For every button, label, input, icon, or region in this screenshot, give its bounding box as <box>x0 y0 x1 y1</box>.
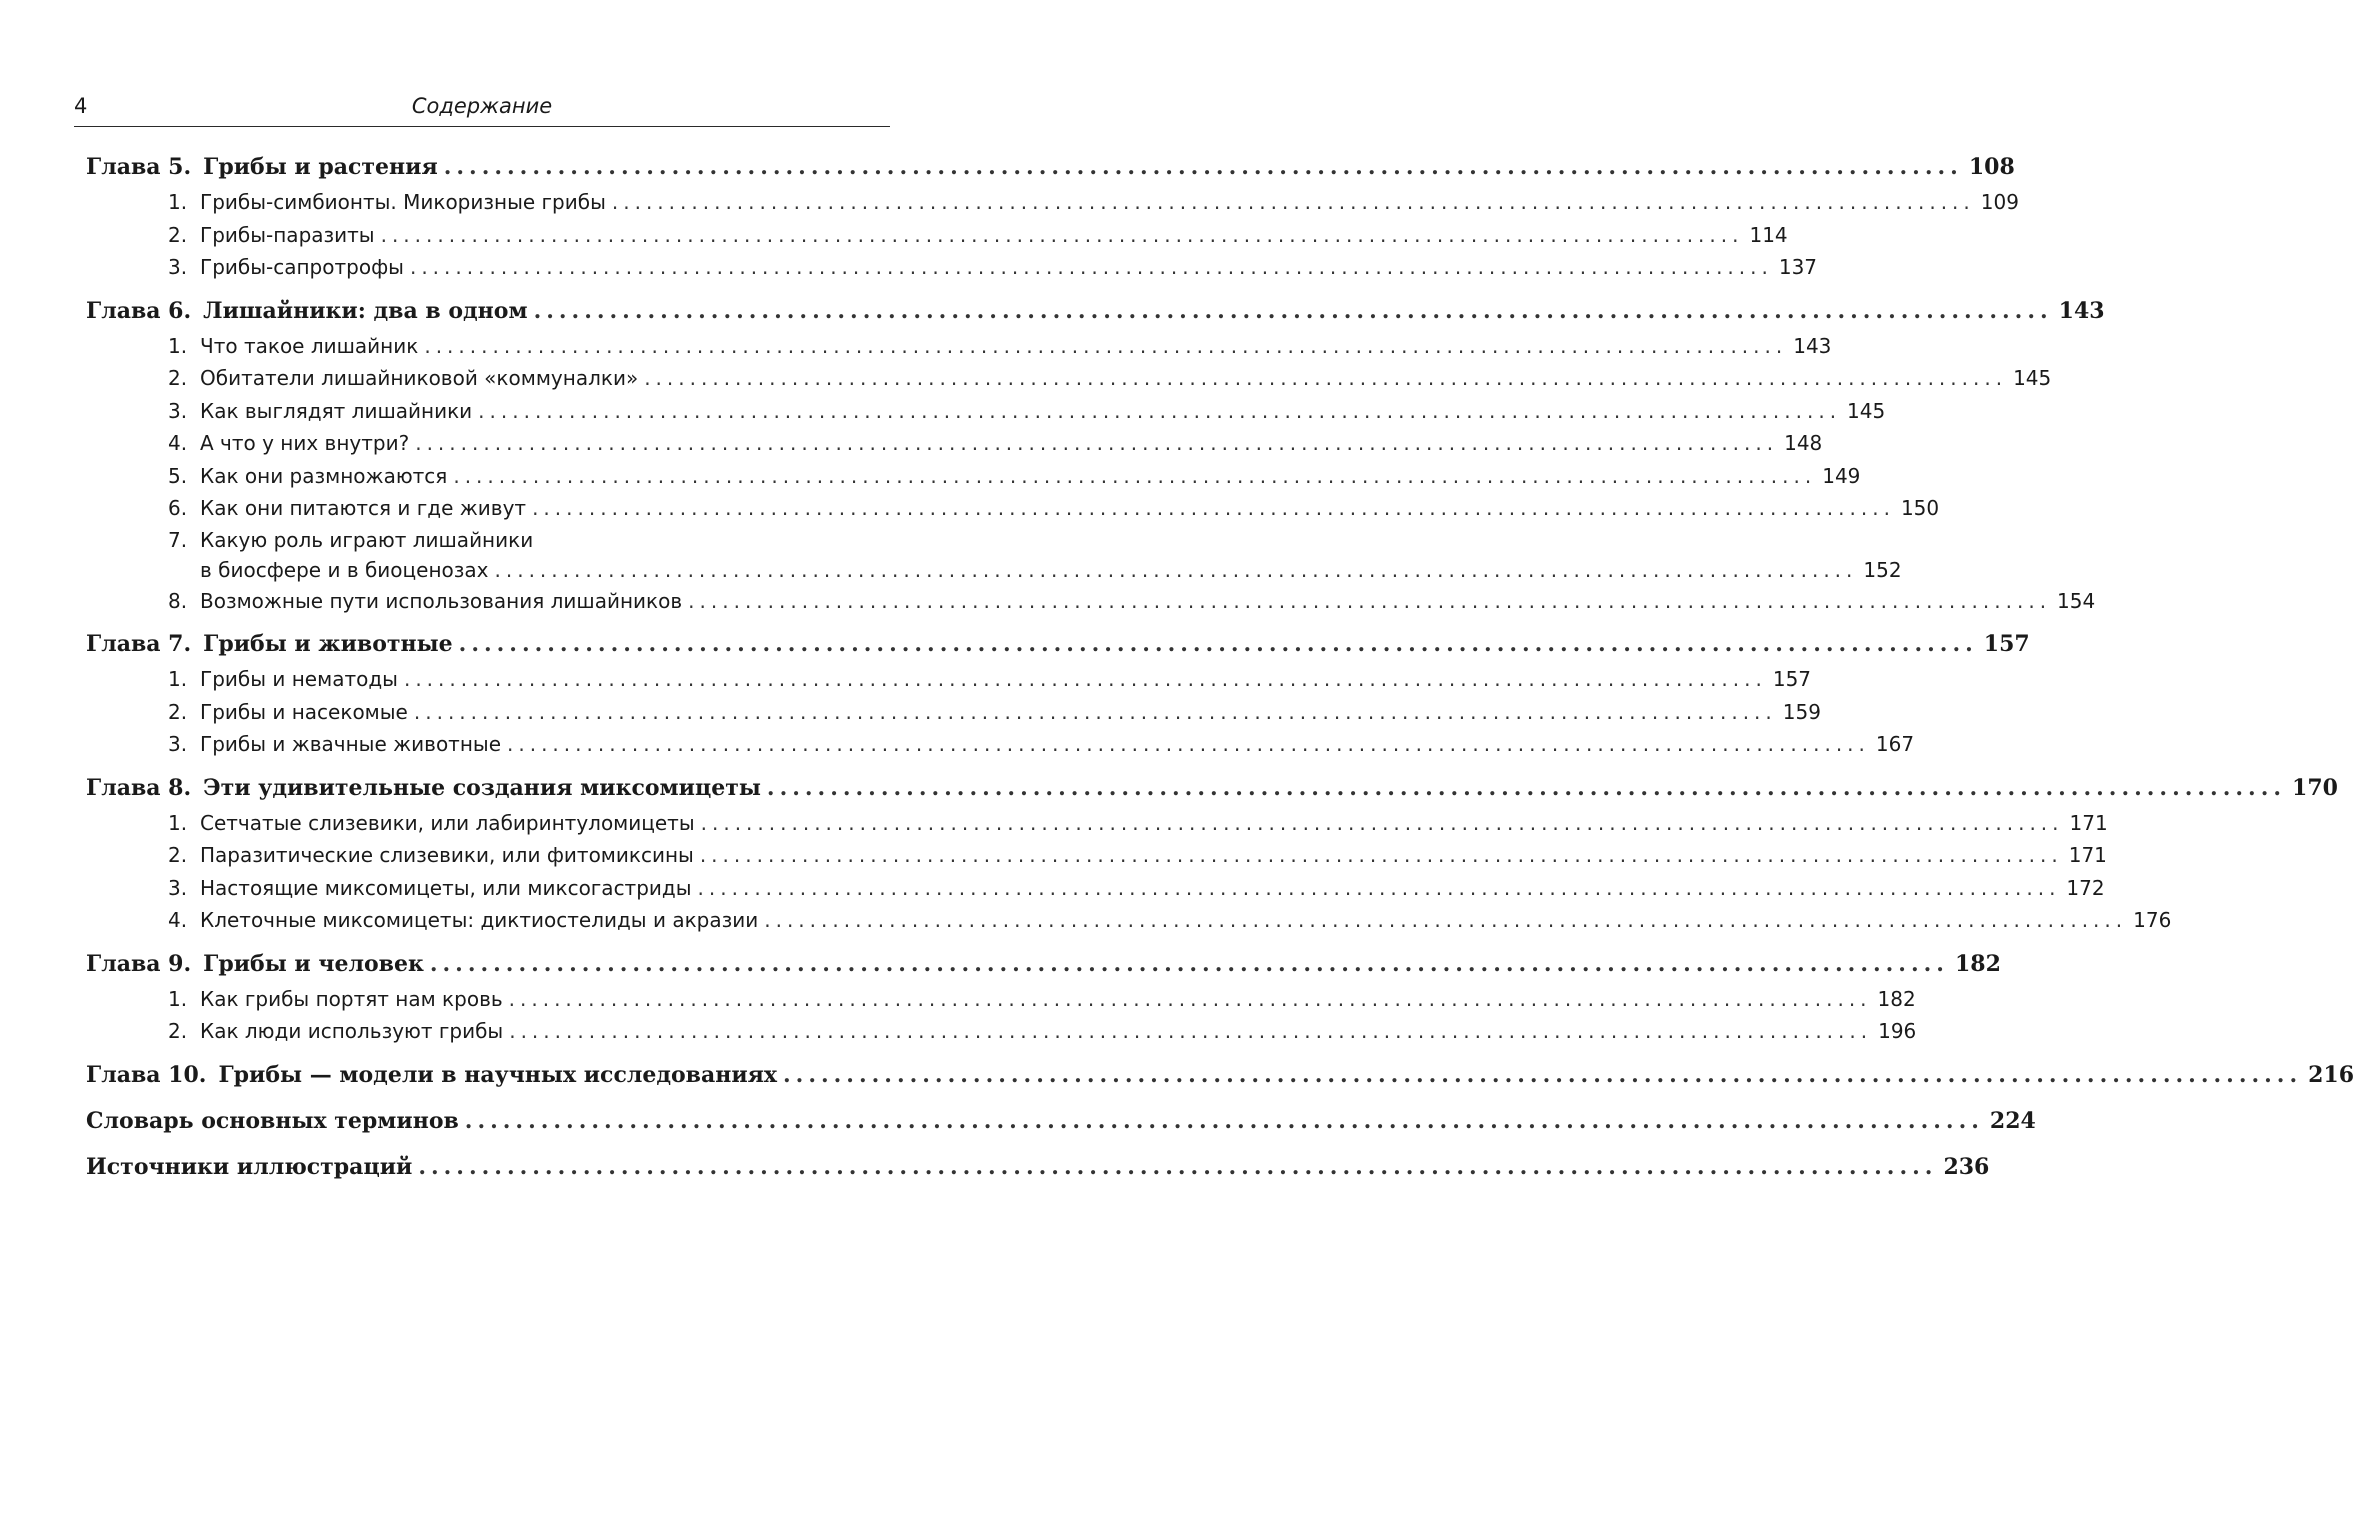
page-ref: 182 <box>1954 950 2001 977</box>
page-ref: 170 <box>2292 774 2338 801</box>
dot-leader: ........................................................................................................................ <box>429 950 1949 977</box>
section-number: 6. <box>168 496 188 520</box>
toc-illustrations[interactable] <box>86 1148 1990 1186</box>
section-number: 3. <box>168 875 188 900</box>
page-ref: 148 <box>1784 431 1823 455</box>
section-title: Как они размножаются <box>200 463 448 488</box>
section-title-line1: Какую роль играют лишайники <box>200 527 534 552</box>
dot-leader: ........................................................................................................................ <box>644 366 2008 390</box>
dot-leader: ........................................................................................................................ <box>380 222 1744 247</box>
page-ref: 171 <box>2068 843 2107 867</box>
section-number: 3. <box>168 732 188 756</box>
toc-section[interactable] <box>86 585 2096 618</box>
section-number: 2. <box>168 222 188 247</box>
section-number: 1. <box>168 810 188 835</box>
page-ref: 114 <box>1749 222 1788 247</box>
section-title-line2: в биосфере и в биоценозах <box>200 557 489 582</box>
dot-leader: ........................................................................................................................ <box>699 843 2063 867</box>
page-header <box>74 92 890 127</box>
section-title: Как они питаются и где живут <box>200 496 527 520</box>
dot-leader: ........................................................................................................................ <box>418 1153 1938 1180</box>
chapter-title: Эти удивительные создания миксомицеты <box>203 774 761 801</box>
dot-leader: ........................................................................................................................ <box>453 463 1817 488</box>
section-number: 2. <box>168 843 188 867</box>
page-ref: 159 <box>1782 699 1821 724</box>
page-ref: 154 <box>2057 588 2096 613</box>
table-of-contents <box>86 148 2354 1186</box>
toc-section[interactable] <box>86 362 2052 395</box>
section-title: Клеточные миксомицеты: диктиостелиды и акразии <box>200 908 759 932</box>
toc-section[interactable] <box>86 186 2019 219</box>
chapter-title: Словарь основных терминов <box>86 1107 459 1134</box>
section-number: 8. <box>168 588 188 613</box>
chapter-title: Грибы и человек <box>203 950 424 977</box>
running-title: Содержание <box>411 94 553 118</box>
dot-leader: ........................................................................................................................ <box>766 774 2287 801</box>
dot-leader: ........................................................................................................................ <box>507 732 1870 756</box>
section-number: 1. <box>168 190 188 214</box>
toc-section[interactable] <box>86 492 1940 525</box>
dot-leader: ........................................................................................................................ <box>415 431 1779 455</box>
section-title: Что такое лишайник <box>200 333 419 358</box>
toc-section[interactable] <box>86 872 2105 905</box>
page-ref: 182 <box>1877 986 1916 1011</box>
chapter-number: Глава 7. <box>86 631 192 657</box>
page-ref: 152 <box>1863 557 1902 582</box>
section-title: Паразитические слизевики, или фитомиксины <box>200 843 694 867</box>
section-number: 2. <box>168 1019 188 1043</box>
toc-glossary[interactable] <box>86 1102 2036 1140</box>
dot-leader: ........................................................................................................................ <box>764 908 2128 932</box>
toc-section[interactable] <box>86 460 1861 493</box>
page-ref: 172 <box>2066 875 2105 900</box>
dot-leader: ........................................................................................................................ <box>403 667 1767 691</box>
toc-chapter-10[interactable] <box>86 1056 2354 1094</box>
section-title: Грибы и насекомые <box>200 699 408 724</box>
toc-chapter-5[interactable] <box>86 148 2015 186</box>
page-ref: 145 <box>2013 366 2052 390</box>
dot-leader: ........................................................................................................................ <box>611 190 1975 214</box>
dot-leader: ........................................................................................................................ <box>458 631 1978 657</box>
section-title: Грибы и нематоды <box>200 667 398 691</box>
section-title: Возможные пути использования лишайников <box>200 588 683 613</box>
page-ref: 108 <box>1968 154 2015 180</box>
dot-leader: ........................................................................................................................ <box>424 333 1788 358</box>
page-ref: 196 <box>1878 1019 1917 1043</box>
chapter-number: Глава 10. <box>86 1061 207 1088</box>
chapter-number: Глава 6. <box>86 297 192 324</box>
toc-chapter-8[interactable] <box>86 769 2338 807</box>
section-number: 3. <box>168 398 188 423</box>
section-title: Грибы и жвачные животные <box>200 732 501 756</box>
page-number: 4 <box>74 94 88 118</box>
page-ref: 216 <box>2308 1061 2354 1088</box>
chapter-title: Грибы и животные <box>203 631 453 657</box>
page-ref: 143 <box>1793 333 1832 358</box>
section-title: Сетчатые слизевики, или лабиринтуломицеты <box>200 810 695 835</box>
page-ref: 176 <box>2133 908 2172 932</box>
dot-leader: ........................................................................................................................ <box>508 986 1872 1011</box>
chapter-title: Лишайники: два в одном <box>203 297 528 324</box>
section-title: Обитатели лишайниковой «коммуналки» <box>200 366 639 390</box>
page-ref: 224 <box>1989 1107 2036 1134</box>
page-ref: 157 <box>1983 631 2030 657</box>
toc-section[interactable] <box>86 663 1812 696</box>
dot-leader: ........................................................................................................................ <box>464 1107 1984 1134</box>
chapter-title: Источники иллюстраций <box>86 1153 413 1180</box>
section-title: Грибы-паразиты <box>200 222 375 247</box>
toc-chapter-9[interactable] <box>86 945 2001 983</box>
dot-leader: ........................................................................................................................ <box>509 1019 1873 1043</box>
toc-chapter-7[interactable] <box>86 625 2030 663</box>
section-title: Настоящие миксомицеты, или миксогастриды <box>200 875 692 900</box>
toc-section[interactable] <box>86 395 1886 428</box>
toc-section[interactable] <box>86 251 1818 284</box>
page-ref: 167 <box>1875 732 1915 756</box>
dot-leader: ........................................................................................................................ <box>494 557 1858 582</box>
page-ref: 145 <box>1847 398 1886 423</box>
toc-section[interactable] <box>86 696 1821 729</box>
toc-section[interactable] <box>86 1015 1917 1048</box>
toc-section[interactable] <box>86 219 1788 252</box>
section-number: 1. <box>168 667 188 691</box>
toc-section[interactable] <box>86 427 1823 460</box>
dot-leader: ........................................................................................................................ <box>413 699 1777 724</box>
section-number: 2. <box>168 699 188 724</box>
page-ref: 149 <box>1822 463 1861 488</box>
toc-section[interactable] <box>86 983 1916 1016</box>
section-number: 7. <box>168 527 188 552</box>
toc-section[interactable] <box>86 728 1915 761</box>
chapter-number: Глава 9. <box>86 950 192 977</box>
dot-leader: ........................................................................................................................ <box>409 255 1773 279</box>
chapter-title: Грибы и растения <box>203 154 438 180</box>
page-ref: 137 <box>1778 255 1818 279</box>
toc-section[interactable] <box>86 807 2108 840</box>
section-number: 4. <box>168 431 188 455</box>
dot-leader: ........................................................................................................................ <box>688 588 2052 613</box>
page-ref: 143 <box>2058 297 2105 324</box>
dot-leader: ........................................................................................................................ <box>443 154 1963 180</box>
dot-leader: ........................................................................................................................ <box>533 297 2053 324</box>
section-title: Грибы-симбионты. Микоризные грибы <box>200 190 606 214</box>
dot-leader: ........................................................................................................................ <box>783 1061 2303 1088</box>
page-ref: 150 <box>1900 496 1940 520</box>
section-title: Как грибы портят нам кровь <box>200 986 503 1011</box>
toc-section[interactable] <box>86 330 1832 363</box>
page-ref: 236 <box>1943 1153 1990 1180</box>
dot-leader: ........................................................................................................................ <box>697 875 2061 900</box>
chapter-number: Глава 8. <box>86 774 192 801</box>
dot-leader: ........................................................................................................................ <box>700 810 2064 835</box>
section-number: 1. <box>168 333 188 358</box>
section-title: А что у них внутри? <box>200 431 410 455</box>
section-number: 1. <box>168 986 188 1011</box>
section-number: 4. <box>168 908 188 932</box>
section-title: Грибы-сапротрофы <box>200 255 404 279</box>
dot-leader: ........................................................................................................................ <box>532 496 1895 520</box>
chapter-number: Глава 5. <box>86 154 192 180</box>
toc-section[interactable] <box>86 904 2172 937</box>
page-ref: 157 <box>1772 667 1812 691</box>
toc-chapter-6[interactable] <box>86 292 2105 330</box>
dot-leader: ........................................................................................................................ <box>478 398 1842 423</box>
toc-section[interactable] <box>86 525 1902 585</box>
section-number: 5. <box>168 463 188 488</box>
section-title: Как люди используют грибы <box>200 1019 504 1043</box>
section-title: Как выглядят лишайники <box>200 398 473 423</box>
section-number: 3. <box>168 255 188 279</box>
page-ref: 171 <box>2069 810 2108 835</box>
toc-section[interactable] <box>86 839 2107 872</box>
page-ref: 109 <box>1980 190 2019 214</box>
chapter-title: Грибы — модели в научных исследованиях <box>218 1061 778 1088</box>
section-number: 2. <box>168 366 188 390</box>
